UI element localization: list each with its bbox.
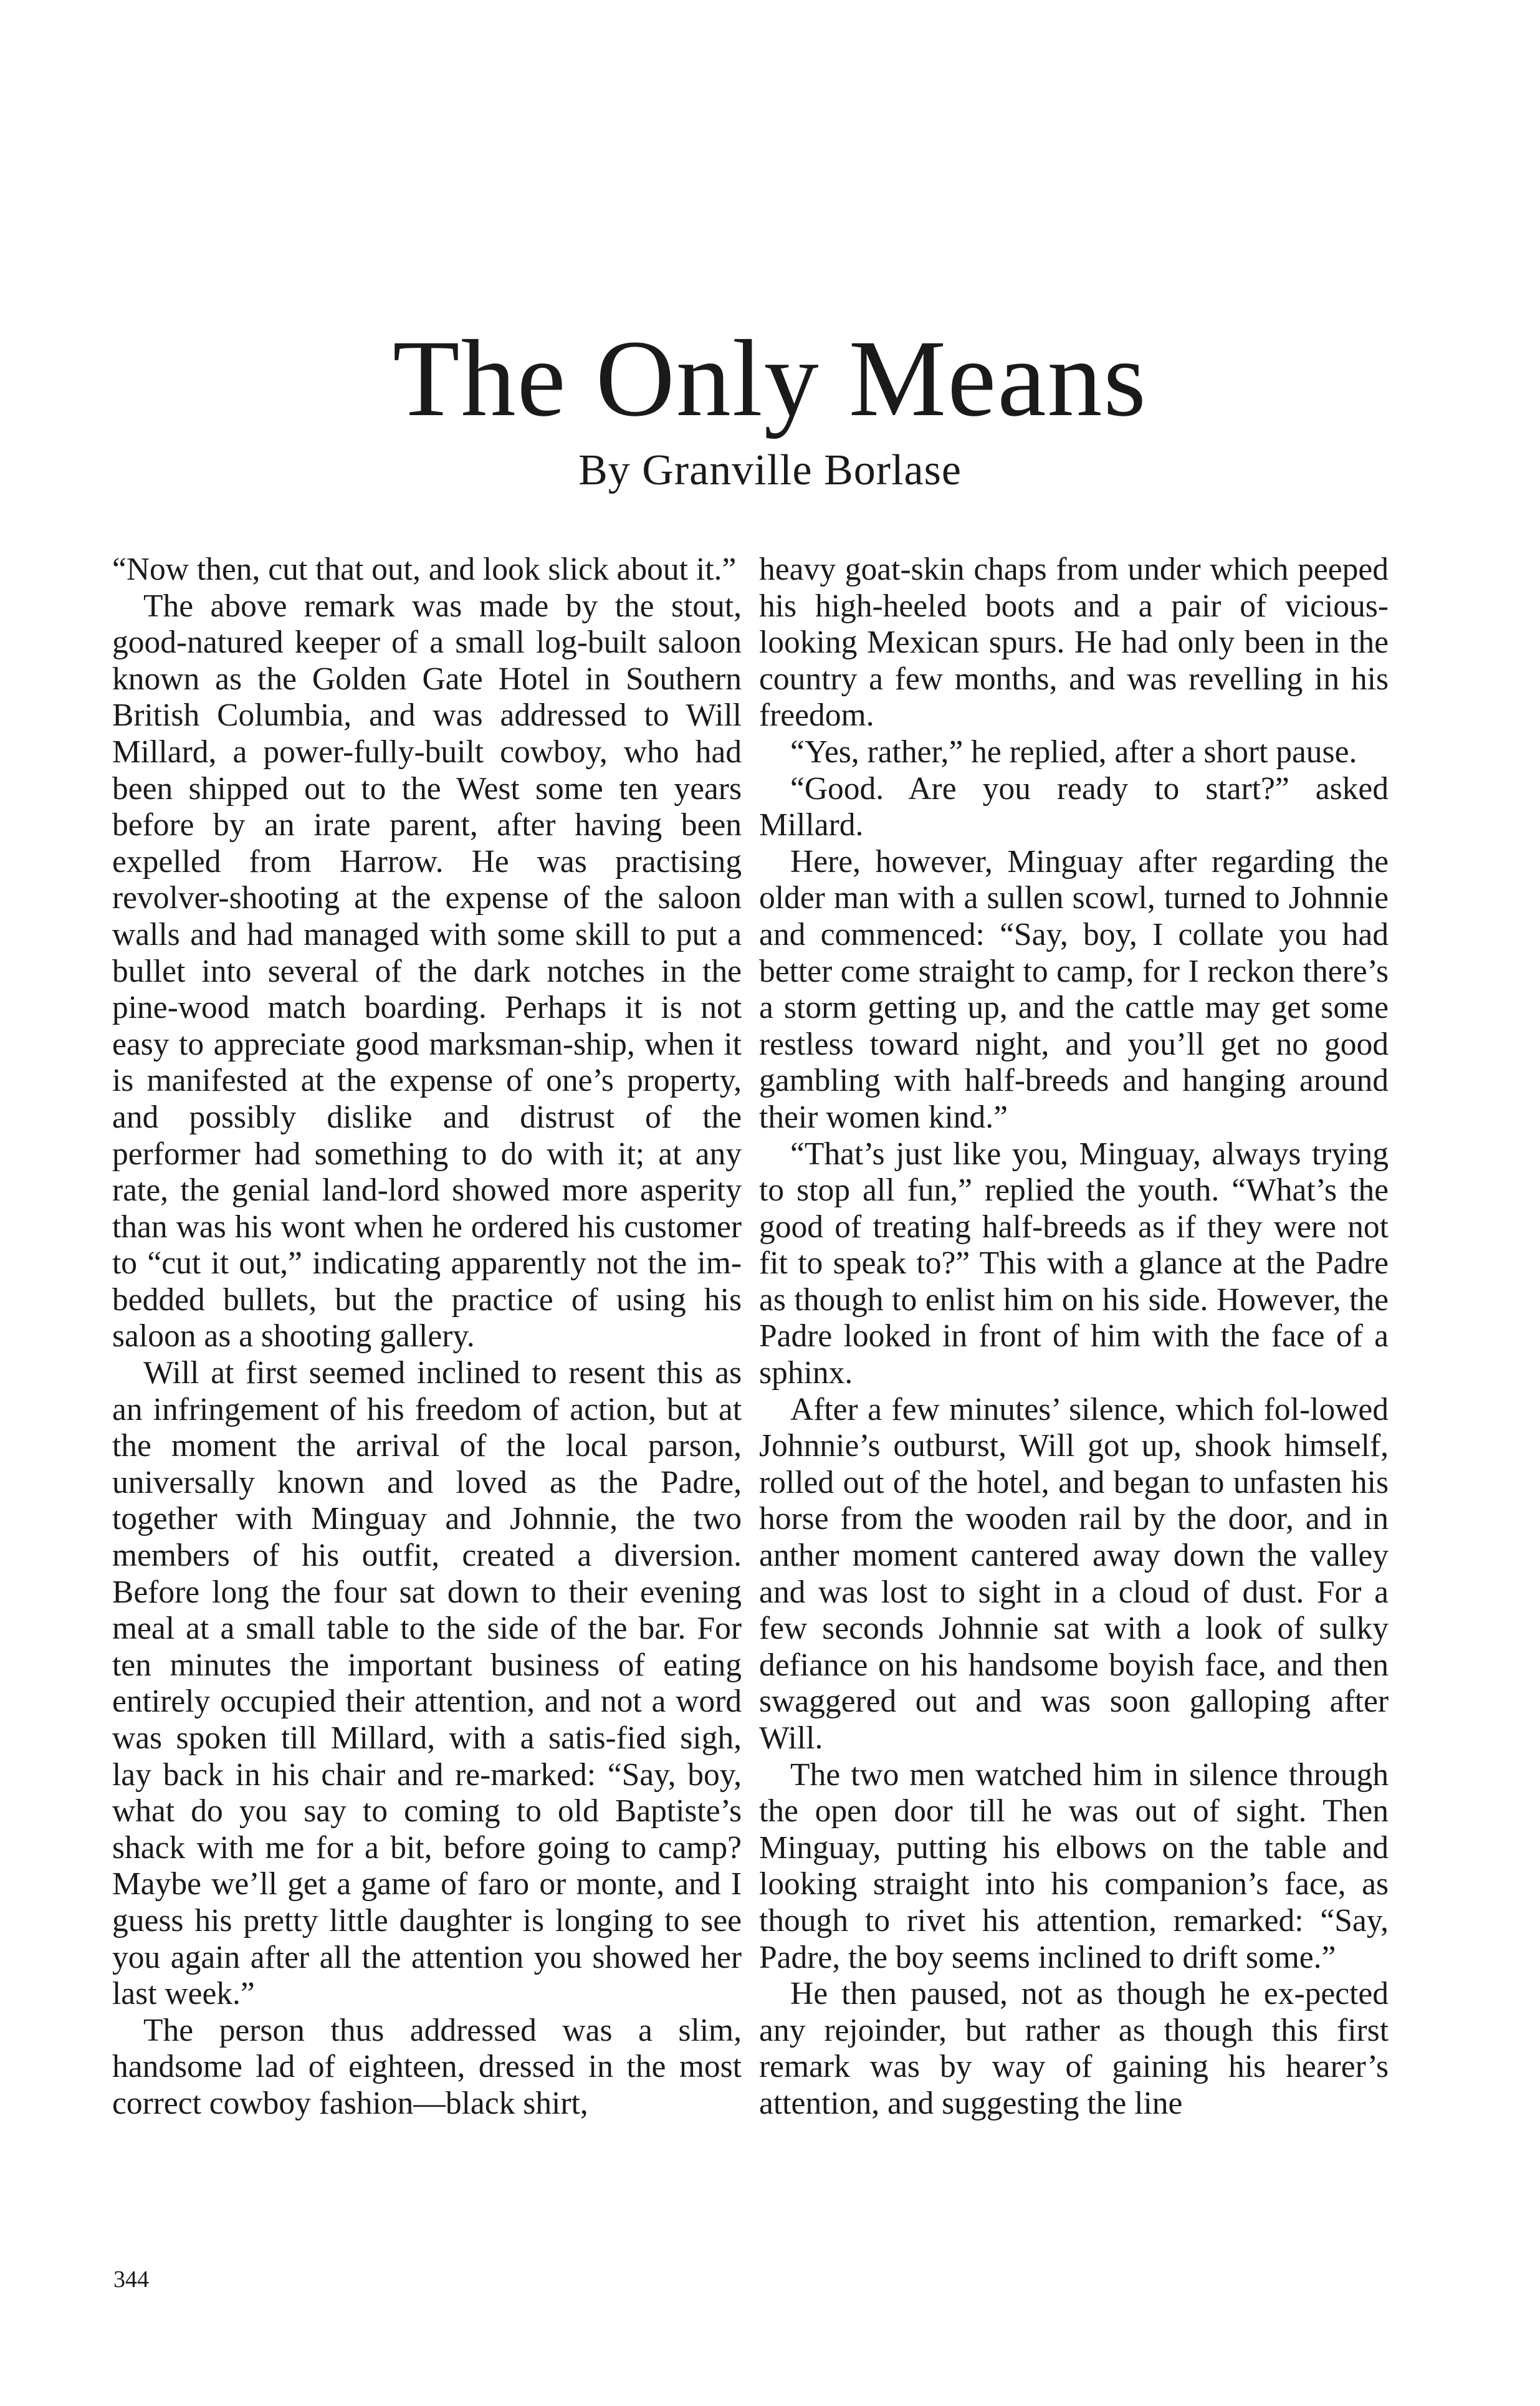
right-paragraph-6: After a few minutes’ silence, which fol-lowed Johnnie’s outburst, Will got up, shook himself, rolled out of the hotel, and began to unfasten his horse from the wooden rail by the door, and in anther moment cantered away down the valley and was lost to sight in a cloud of dust. For a few seconds Johnnie sat with a look of sulky defiance on his handsome boyish face, and then swaggered out and was soon galloping after Will. xyxy=(759,1391,1389,1756)
right-paragraph-3: “Good. Are you ready to start?” asked Millard. xyxy=(759,770,1389,843)
left-column xyxy=(112,552,742,2122)
right-paragraph-7: The two men watched him in silence through the open door till he was out of sight. Then Minguay, putting his elbows on the table and looking straight into his companion’s face, as though to rivet his attention, remarked: “Say, Padre, the boy seems inclined to drift some.” xyxy=(759,1757,1389,1975)
right-paragraph-1: heavy goat-skin chaps from under which peeped his high-heeled boots and a pair of vicious-looking Mexican spurs. He had only been in the country a few months, and was revelling in his freedom. xyxy=(759,552,1389,734)
left-paragraph-2: The above remark was made by the stout, good-natured keeper of a small log-built saloon known as the Golden Gate Hotel in Southern British Columbia, and was addressed to Will Millard, a power-fully-built cowboy, who had been shipped out to the West some ten years before by an irate parent, after having been expelled from Harrow. He was practising revolver-shooting at the expense of the saloon walls and had managed with some skill to put a bullet into several of the dark notches in the pine-wood match boarding. Perhaps it is not easy to appreciate good marksman-ship, when it is manifested at the expense of one’s property, and possibly dislike and distrust of the performer had something to do with it; at any rate, the genial land-lord showed more asperity than was his wont when he ordered his customer to “cut it out,” indicating apparently not the im-bedded bullets, but the practice of using his saloon as a shooting gallery. xyxy=(112,588,742,1354)
left-paragraph-3: Will at first seemed inclined to resent this as an infringement of his freedom of action, but at the moment the arrival of the local parson, universally known and loved as the Padre, together with Minguay and Johnnie, the two members of his outfit, created a diversion. Before long the four sat down to their evening meal at a small table to the side of the bar. For ten minutes the important business of eating entirely occupied their attention, and not a word was spoken till Millard, with a satis-fied sigh, lay back in his chair and re-marked: “Say, boy, what do you say to coming to old Baptiste’s shack with me for a bit, before going to camp? Maybe we’ll get a game of faro or monte, and I guess his pretty little daughter is longing to see you again after all the attention you showed her last week.” xyxy=(112,1355,742,2012)
article-byline: By Granville Borlase xyxy=(578,446,962,494)
right-paragraph-5: “That’s just like you, Minguay, always trying to stop all fun,” replied the youth. “What’s the good of treating half-breeds as if they were not fit to speak to?” This with a glance at the Padre as though to enlist him on his side. However, the Padre looked in front of him with the face of a sphinx. xyxy=(759,1136,1389,1391)
left-paragraph-4: The person thus addressed was a slim, handsome lad of eighteen, dressed in the most correct cowboy fashion—black shirt, xyxy=(112,2012,742,2121)
right-column xyxy=(759,552,1389,2122)
article-title: The Only Means xyxy=(393,318,1147,439)
right-paragraph-2: “Yes, rather,” he replied, after a short pause. xyxy=(790,734,1357,770)
right-paragraph-8: He then paused, not as though he ex-pected any rejoinder, but rather as though this first remark was by way of gaining his hearer’s attention, and suggesting the line xyxy=(759,1976,1389,2121)
page-number: 344 xyxy=(113,2266,149,2293)
left-paragraph-1: “Now then, cut that out, and look slick about it.” xyxy=(112,552,737,587)
right-paragraph-4: Here, however, Minguay after regarding the older man with a sullen scowl, turned to Johnnie and commenced: “Say, boy, I collate you had better come straight to camp, for I reckon there’s a storm getting up, and the cattle may get some restless toward night, and you’ll get no good gambling with half-breeds and hanging around their women kind.” xyxy=(759,843,1389,1135)
